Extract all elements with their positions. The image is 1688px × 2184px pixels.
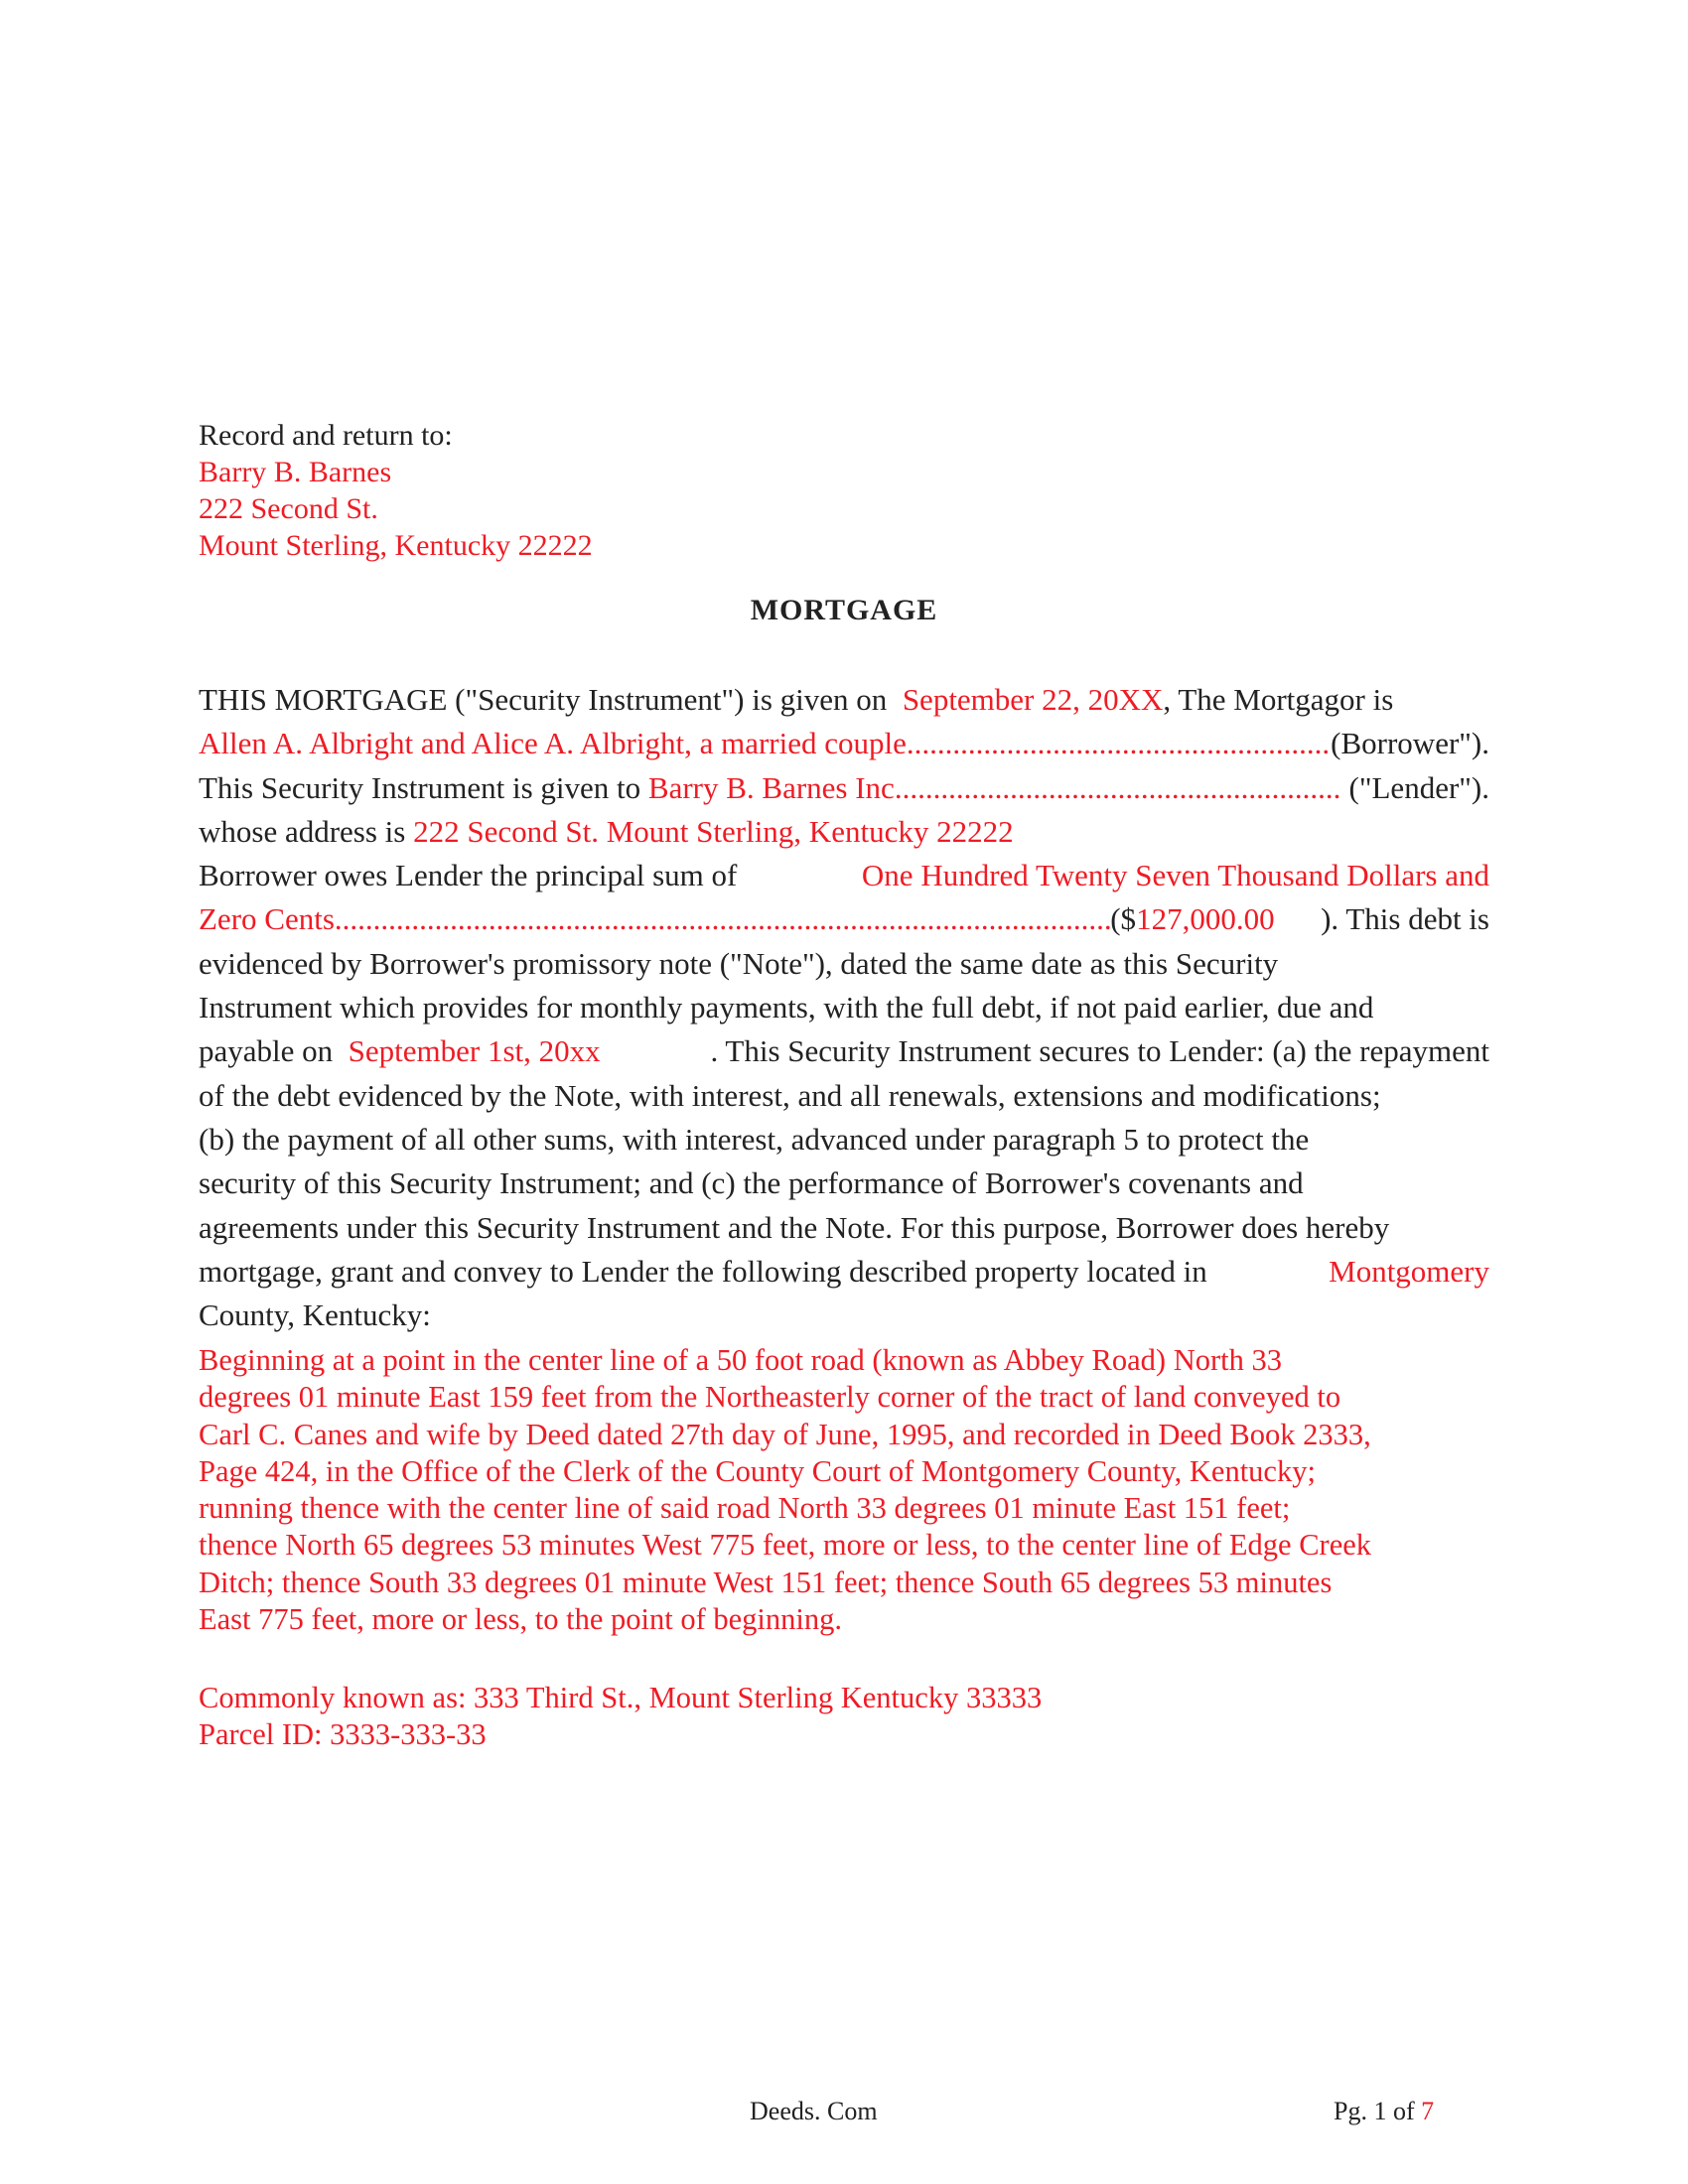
principal-words-line1: One Hundred Twenty Seven Thousand Dollars and	[861, 858, 1489, 893]
lender-suffix: ("Lender").	[1348, 769, 1489, 805]
return-label: Record and return to:	[199, 419, 453, 452]
body-line	[199, 810, 1489, 854]
legal-description	[199, 1342, 1499, 1638]
lender-address: 222 Second St. Mount Sterling, Kentucky 22222	[413, 813, 1014, 849]
body-line: agreements under this Security Instrument and the Note. For this purpose, Borrower does hereby	[199, 1209, 1390, 1245]
mortgagor-label: , The Mortgagor is	[1163, 682, 1394, 717]
legal-description-line: degrees 01 minute East 159 feet from the Northeasterly corner of the tract of land conveyed to	[199, 1380, 1341, 1415]
page-label: Pg. 1 of	[1334, 2097, 1415, 2125]
body-line: evidenced by Borrower's promissory note ("Note"), dated the same date as this Security	[199, 945, 1279, 981]
payable-rest: . This Security Instrument secures to Lender: (a) the repayment	[710, 1033, 1489, 1069]
payable-intro: payable on	[199, 1033, 334, 1069]
body-line: (b) the payment of all other sums, with interest, advanced under paragraph 5 to protect the	[199, 1121, 1310, 1157]
return-street: 222 Second St.	[199, 492, 378, 525]
footer-site-name: Deeds. Com	[750, 2097, 878, 2125]
document-title: MORTGAGE	[750, 594, 938, 626]
legal-description-line: East 775 feet, more or less, to the point of beginning.	[199, 1602, 842, 1637]
legal-description-line: Page 424, in the Office of the Clerk of the County Court of Montgomery County, Kentucky;	[199, 1453, 1316, 1488]
lender-name: Barry B. Barnes Inc	[647, 769, 895, 805]
legal-description-line: Carl C. Canes and wife by Deed dated 27th day of June, 1995, and recorded in Deed Book 2333,	[199, 1417, 1371, 1451]
intro-text: THIS MORTGAGE ("Security Instrument") is given on	[199, 682, 888, 717]
body-line	[199, 1250, 1489, 1294]
return-name: Barry B. Barnes	[199, 456, 392, 488]
lender-intro: This Security Instrument is given to	[199, 769, 641, 805]
commonly-known-as: Commonly known as: 333 Third St., Mount Sterling Kentucky 33333	[199, 1681, 1043, 1714]
mortgage-date: September 22, 20XX	[902, 682, 1164, 717]
principal-intro: Borrower owes Lender the principal sum of	[199, 858, 738, 893]
legal-description-line: Beginning at a point in the center line of a 50 foot road (known as Abbey Road) North 33	[199, 1343, 1282, 1377]
dot-leader	[907, 722, 1331, 765]
body-line	[199, 1029, 1489, 1073]
parcel-id: Parcel ID: 3333-333-33	[199, 1717, 487, 1751]
county-name: Montgomery	[1329, 1253, 1489, 1289]
legal-description-line: thence North 65 degrees 53 minutes West 775 feet, more or less, to the center line of Edge Creek	[199, 1528, 1372, 1563]
amount-prefix: ($	[1110, 901, 1137, 937]
property-identifiers	[199, 1680, 1042, 1753]
principal-amount: 127,000.00	[1136, 901, 1275, 937]
legal-description-line: Ditch; thence South 33 degrees 01 minute West 151 feet; thence South 65 degrees 53 minutes	[199, 1565, 1333, 1599]
borrower-suffix: (Borrower").	[1331, 726, 1489, 761]
due-date: September 1st, 20xx	[348, 1033, 601, 1069]
body-line: Instrument which provides for monthly payments, with the full debt, if not paid earlier, due and	[199, 990, 1374, 1025]
body-line	[199, 722, 1489, 765]
body-line	[199, 897, 1489, 941]
dot-leader	[335, 897, 1110, 941]
legal-description-line: running thence with the center line of said road North 33 degrees 01 minute East 151 feet;	[199, 1491, 1291, 1526]
mortgage-body-paragraph	[199, 678, 1489, 1337]
borrower-name: Allen A. Albright and Alice A. Albright, a married couple	[199, 726, 907, 761]
return-city-state-zip: Mount Sterling, Kentucky 22222	[199, 529, 593, 562]
body-line	[199, 678, 1489, 722]
footer-page-number	[1334, 2097, 1434, 2126]
body-line: security of this Security Instrument; and (c) the performance of Borrower's covenants and	[199, 1165, 1304, 1201]
body-line	[199, 766, 1489, 810]
property-located-text: mortgage, grant and convey to Lender the following described property located in	[199, 1253, 1207, 1289]
body-line: of the debt evidenced by the Note, with interest, and all renewals, extensions and modifications;	[199, 1077, 1381, 1113]
principal-words-line2: Zero Cents	[199, 901, 335, 937]
address-intro: whose address is	[199, 813, 406, 849]
amount-suffix: ). This debt is	[1321, 901, 1489, 937]
body-line	[199, 854, 1489, 897]
return-address-block	[199, 417, 593, 564]
body-line: County, Kentucky:	[199, 1297, 431, 1333]
page-total: 7	[1421, 2097, 1435, 2125]
dot-leader	[895, 766, 1341, 810]
